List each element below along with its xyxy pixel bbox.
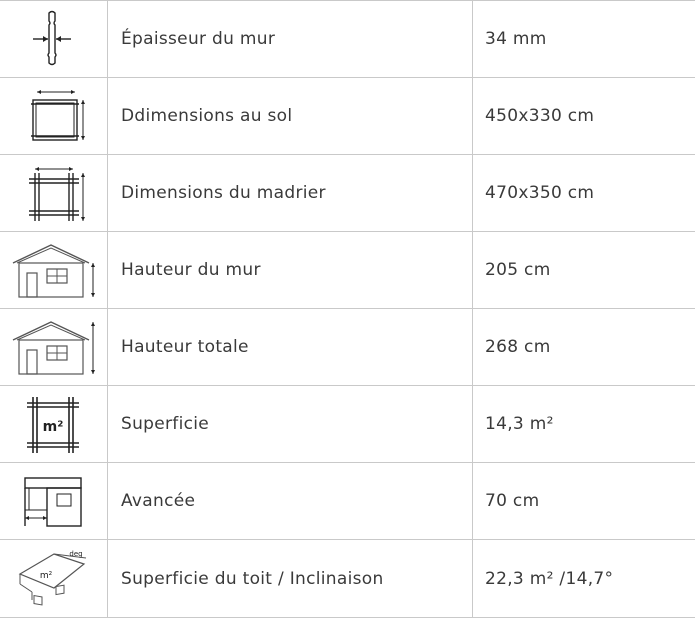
spec-row-log-dimensions [0,155,695,232]
spec-label: Ddimensions au sol [108,78,473,154]
spec-row-wall-height [0,232,695,309]
total-height-icon [9,316,99,378]
log-dimensions-icon [19,163,89,223]
spec-label: Dimensions du madrier [108,155,473,231]
spec-value: 268 cm [485,337,551,357]
wall-height-icon [9,239,99,301]
spec-row-overhang [0,463,695,540]
icon-cell [0,1,108,77]
spec-value: 70 cm [485,491,540,511]
icon-cell [0,309,108,385]
spec-label: Hauteur du mur [108,232,473,308]
roof-area-pitch-icon [14,548,94,610]
area-icon [19,393,89,455]
spec-value: 22,3 m² /14,7° [485,568,614,589]
roof-area-icon-text: m² [39,570,52,581]
spec-value: 450x330 cm [485,106,595,126]
icon-cell [0,463,108,539]
spec-label: Superficie du toit / Inclinaison [108,540,473,617]
spec-value: 470x350 cm [485,183,595,203]
spec-label: Superficie [108,386,473,462]
spec-label: Épaisseur du mur [108,1,473,77]
icon-cell [0,155,108,231]
spec-row-area [0,386,695,463]
spec-label: Avancée [108,463,473,539]
spec-row-roof-area-pitch [0,540,695,618]
icon-cell [0,232,108,308]
spec-value: 205 cm [485,260,551,280]
spec-row-wall-thickness [0,1,695,78]
icon-cell [0,78,108,154]
spec-label: Hauteur totale [108,309,473,385]
icon-cell [0,386,108,462]
area-icon-text: m² [42,419,63,435]
floor-dimensions-icon [19,86,89,146]
spec-row-floor-dimensions [0,78,695,155]
spec-row-total-height [0,309,695,386]
spec-value: 34 mm [485,29,547,49]
wall-thickness-icon [19,9,89,69]
spec-value: 14,3 m² [485,414,554,434]
icon-cell [0,540,108,617]
overhang-icon [19,470,89,532]
roof-deg-icon-text: deg [68,549,83,558]
